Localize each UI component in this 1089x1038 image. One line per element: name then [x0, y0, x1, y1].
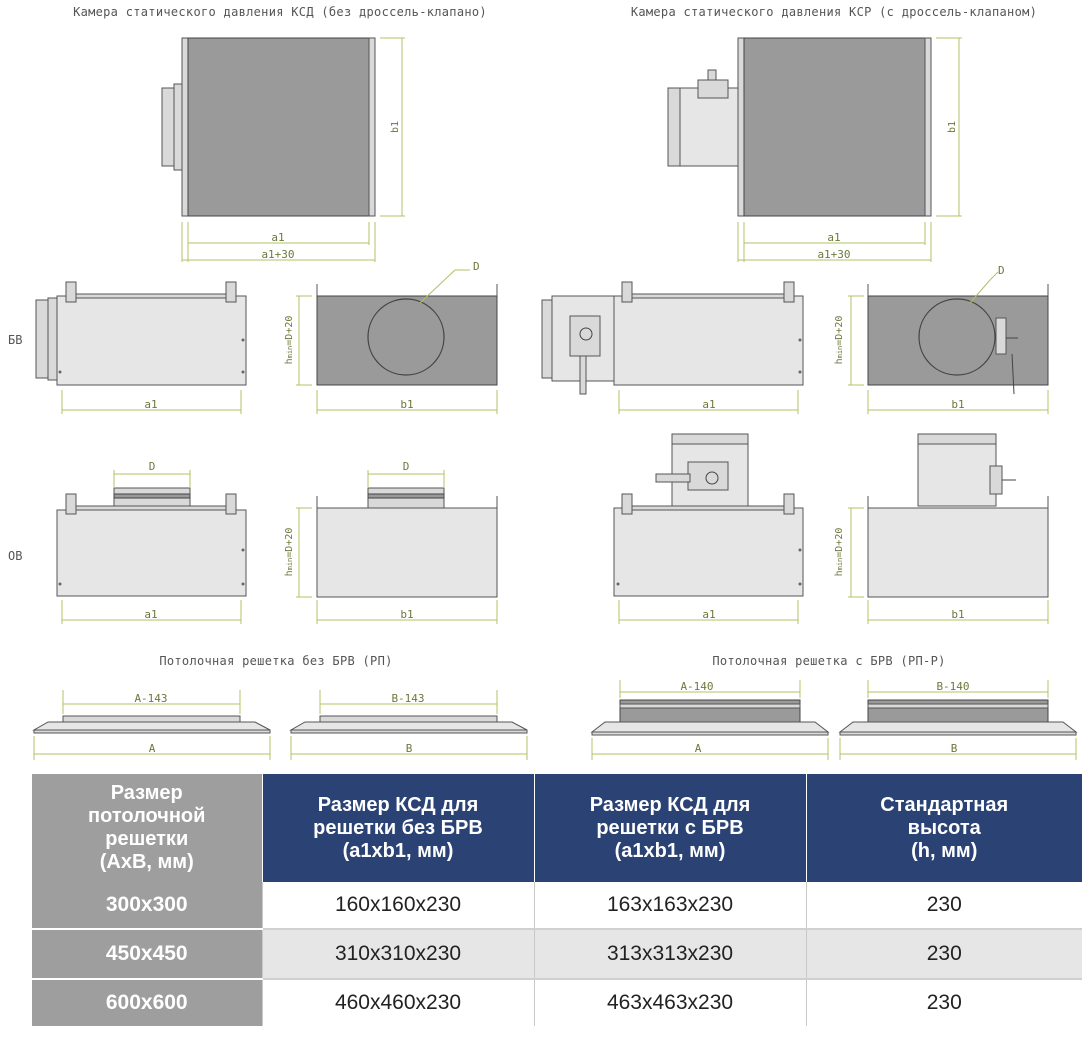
- table-row: [32, 979, 1082, 1026]
- dim-b1: b1: [400, 398, 414, 411]
- dim-b-143: B-143: [391, 692, 425, 705]
- ksr-top-view: [668, 38, 962, 262]
- dim-a1: a1: [827, 231, 841, 244]
- dim-hmin: hmin=D+20: [834, 527, 845, 577]
- cell-ksr-size: 463x463x230: [534, 979, 806, 1026]
- dim-d: D: [402, 460, 410, 473]
- ksr-bv-front-view: [834, 264, 1048, 414]
- dim-a1: a1: [144, 608, 158, 621]
- dim-a1: a1: [271, 231, 285, 244]
- header-ksd-size: Размер КСД для решетки без БРВ (a1xb1, мм): [262, 774, 534, 882]
- ksd-bv-front-view: [284, 260, 497, 414]
- grille-rpr-caption: Потолочная решетка с БРВ (РП-Р): [712, 654, 946, 668]
- table-row: [32, 882, 1082, 929]
- ksd-ov-front-view: [284, 460, 497, 624]
- cell-ksd-size: 310x310x230: [262, 929, 534, 978]
- dim-b1: b1: [947, 120, 958, 134]
- row-label-ov: ОВ: [8, 549, 23, 563]
- cell-ksd-size: 160x160x230: [262, 882, 534, 929]
- dim-b: B: [950, 742, 958, 755]
- grille-rp-b-view: [291, 690, 527, 760]
- dim-a-143: A-143: [134, 692, 168, 705]
- cell-ksr-size: 163x163x230: [534, 882, 806, 929]
- dim-b1: b1: [951, 608, 965, 621]
- dim-b: B: [405, 742, 413, 755]
- dim-a-140: A-140: [680, 680, 714, 693]
- dim-a1: a1: [144, 398, 158, 411]
- ksr-bv-side-view: [542, 282, 803, 414]
- dim-a: A: [148, 742, 156, 755]
- cell-ksr-size: 313x313x230: [534, 929, 806, 978]
- ksd-bv-side-view: [36, 282, 246, 414]
- ksd-caption: Камера статического давления КСД (без дроссель-клапано): [73, 5, 487, 19]
- dim-hmin: hmin=D+20: [834, 315, 845, 365]
- dim-a1-30: a1+30: [261, 248, 295, 261]
- cell-height: 230: [806, 929, 1082, 978]
- grille-rpr-a-view: [592, 680, 828, 760]
- dim-d: D: [998, 264, 1005, 277]
- table-header-row: [32, 774, 1082, 882]
- ksr-ov-side-view: [614, 434, 803, 624]
- dim-b-140: B-140: [936, 680, 970, 693]
- header-standard-height: Стандартная высота (h, мм): [806, 774, 1082, 882]
- cell-ksd-size: 460x460x230: [262, 979, 534, 1026]
- dim-a1-30: a1+30: [817, 248, 851, 261]
- grille-rpr-b-view: [840, 680, 1076, 760]
- ksr-caption: Камера статического давления КСР (с дроссель-клапаном): [630, 5, 1038, 19]
- dim-a: A: [694, 742, 702, 755]
- dim-d: D: [148, 460, 156, 473]
- cell-grille-size: 450x450: [32, 929, 262, 978]
- dim-a1: a1: [702, 608, 716, 621]
- dim-b1: b1: [951, 398, 965, 411]
- dim-hmin: hmin=D+20: [284, 315, 295, 365]
- size-table: [32, 774, 1082, 1026]
- table-row: [32, 929, 1082, 978]
- grille-rp-caption: Потолочная решетка без БРВ (РП): [159, 654, 393, 668]
- ksd-ov-side-view: [57, 460, 246, 624]
- ksd-top-view: [162, 38, 405, 262]
- dim-hmin: hmin=D+20: [284, 527, 295, 577]
- dim-d: D: [473, 260, 480, 273]
- cell-height: 230: [806, 882, 1082, 929]
- dim-b1: b1: [390, 120, 401, 134]
- cell-grille-size: 300x300: [32, 882, 262, 929]
- header-ksr-size: Размер КСД для решетки с БРВ (a1xb1, мм): [534, 774, 806, 882]
- cell-grille-size: 600x600: [32, 979, 262, 1026]
- grille-rp-a-view: [34, 690, 270, 760]
- row-label-bv: БВ: [8, 333, 23, 347]
- dim-b1: b1: [400, 608, 414, 621]
- cell-height: 230: [806, 979, 1082, 1026]
- header-grille-size: Размер потолочной решетки (AxB, мм): [32, 774, 262, 882]
- ksr-ov-front-view: [834, 434, 1048, 624]
- dim-a1: a1: [702, 398, 716, 411]
